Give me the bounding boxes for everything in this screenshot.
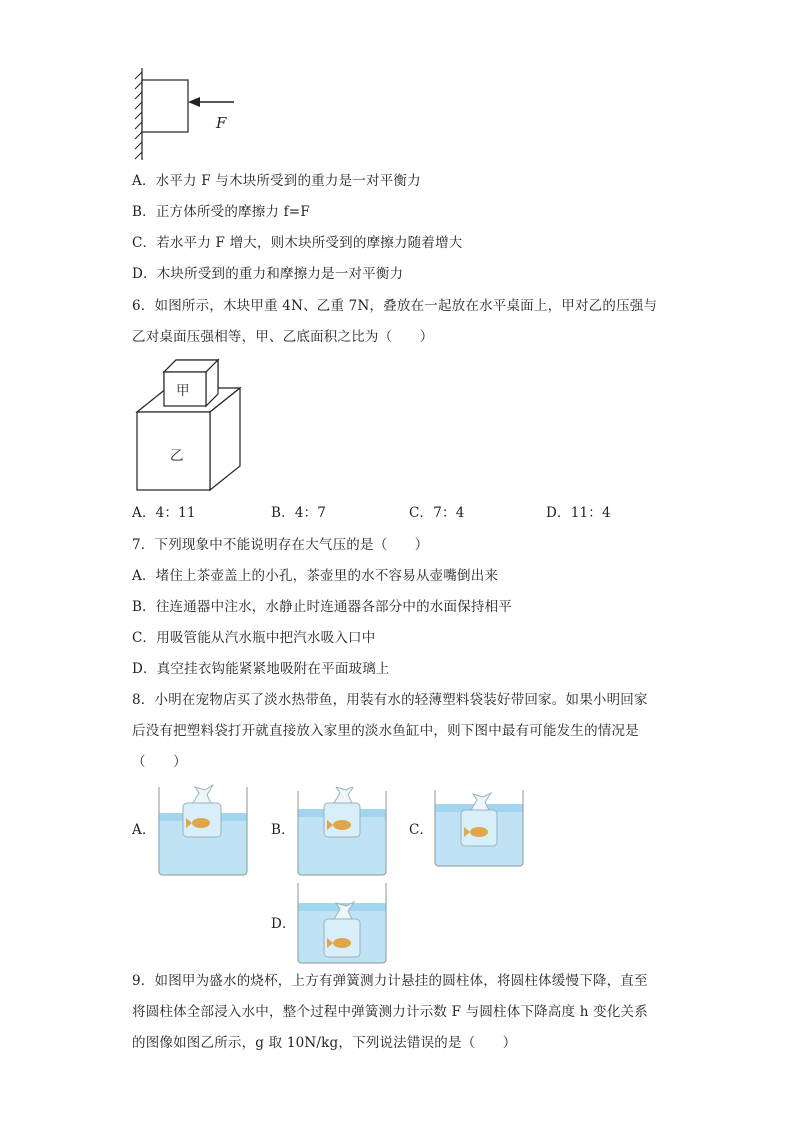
q7-option-b: B．往连通器中注水，水静止时连通器各部分中的水面保持相平 [132,599,513,615]
q5-option-b: B．正方体所受的摩擦力 f=F [132,204,310,220]
wall-block-figure [130,64,245,162]
q8-option-d-label: D． [271,916,296,932]
fish-tank-c-image [433,788,525,870]
q6-option-d: D．11：4 [546,505,611,521]
q5-option-c: C．若水平力 F 增大，则木块所受到的摩擦力随着增大 [132,235,463,251]
block-jia-label: 甲 [176,383,190,399]
fish-tank-a-image [157,783,249,879]
fish-tank-b-image [296,787,388,879]
q5-option-d: D．木块所受到的重力和摩擦力是一对平衡力 [132,266,404,282]
q7-option-d: D．真空挂衣钩能紧紧地吸附在平面玻璃上 [132,661,390,677]
q6-option-b: B．4：7 [271,505,327,521]
q8-stem-line1: 8．小明在宠物店买了淡水热带鱼，用装有水的轻薄塑料袋装好带回家。如果小明回家 [132,692,648,708]
q5-option-a: A．水平力 F 与木块所受到的重力是一对平衡力 [132,173,421,189]
block-yi-label: 乙 [170,448,184,464]
q6-stem-line1: 6．如图所示，木块甲重 4N、乙重 7N，叠放在一起放在水平桌面上，甲对乙的压强与 [132,298,658,314]
q7-option-c: C．用吸管能从汽水瓶中把汽水吸入口中 [132,630,376,646]
q9-stem-line2: 将圆柱体全部浸入水中，整个过程中弹簧测力计示数 F 与圆柱体下降高度 h 变化关系 [132,1004,648,1020]
q9-stem-line3: 的图像如图乙所示，g 取 10N/kg，下列说法错误的是（ ） [132,1035,517,1051]
q6-stem-line2: 乙对桌面压强相等，甲、乙底面积之比为（ ） [132,329,434,345]
q8-stem-line2: 后没有把塑料袋打开就直接放入家里的淡水鱼缸中，则下图中最有可能发生的情况是 [132,723,639,739]
fish-tank-d-image [296,881,388,967]
q6-option-a: A．4：11 [132,505,196,521]
q7-option-a: A．堵住上茶壶盖上的小孔，茶壶里的水不容易从壶嘴倒出来 [132,568,499,584]
stacked-blocks-figure [134,354,246,494]
q9-stem-line1: 9．如图甲为盛水的烧杯，上方有弹簧测力计悬挂的圆柱体，将圆柱体缓慢下降，直至 [132,973,648,989]
q8-option-c-label: C． [409,822,434,838]
force-label: F [216,114,227,132]
q7-stem: 7．下列现象中不能说明存在大气压的是（ ） [132,537,429,553]
q6-option-c: C．7：4 [409,505,465,521]
q8-stem-line3: （ ） [132,754,187,770]
q8-option-b-label: B． [271,822,295,838]
q8-option-a-label: A． [132,822,156,838]
